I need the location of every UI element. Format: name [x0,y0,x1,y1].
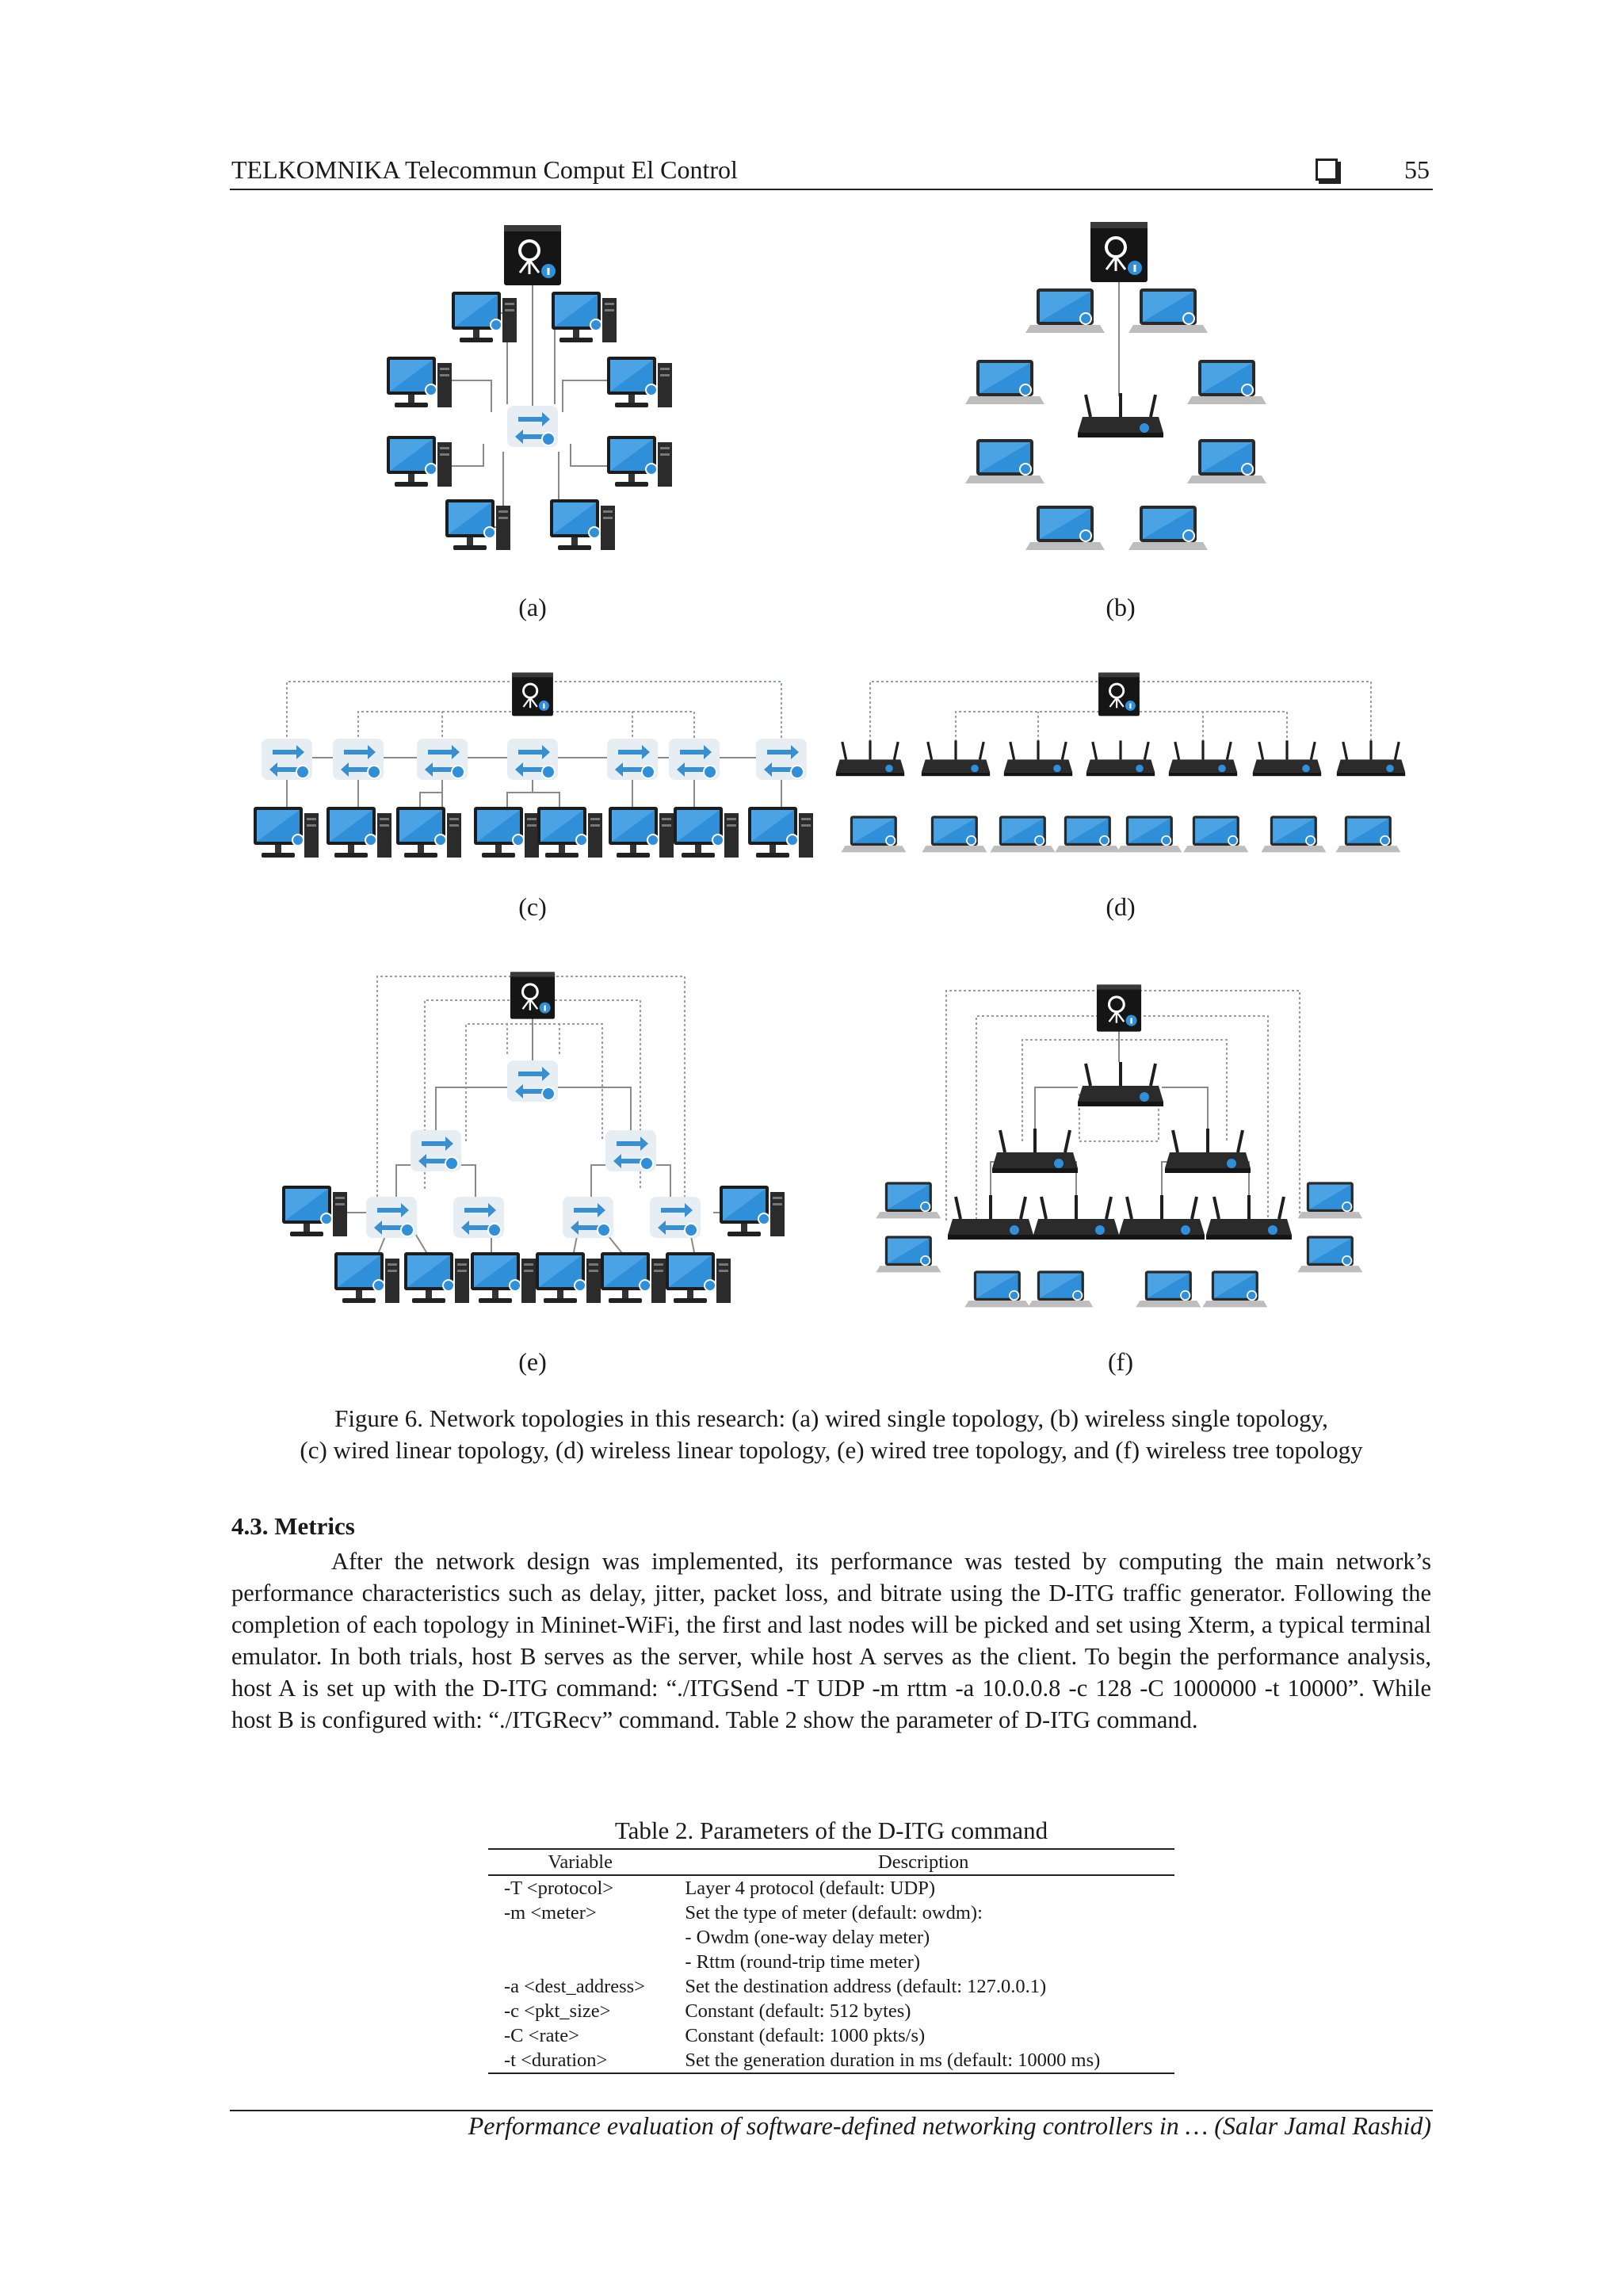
table-row [488,1901,1174,1925]
table-cell [488,1925,672,1950]
table-caption: Table 2. Parameters of the D-ITG command [614,1817,1048,1844]
table-cell: -t <duration> [488,2048,672,2073]
label-d: (d) [1106,892,1136,921]
table-row [488,1974,1174,1999]
page-number: 55 [1404,155,1430,184]
table-cell: -T <protocol> [504,1878,614,1899]
parameters-table [488,1848,1174,2074]
table-cell: -c <pkt_size> [504,2000,611,2022]
topology-f-wireless-tree [876,984,1362,1307]
table-header-variable: Variable [488,1849,672,1875]
running-footer: Performance evaluation of software-defined networking controllers in … (Salar Jamal Rashid) [468,2111,1431,2140]
label-b: (b) [1106,593,1136,621]
table-row [488,2023,1174,2048]
table-header-description: Description [672,1849,1174,1875]
running-header: TELKOMNIKA Telecommun Comput El Control [231,155,738,184]
table-cell: Set the type of meter (default: owdm): [685,1902,983,1924]
table-cell: Set the generation duration in ms (default: 10000 ms) [672,2048,1174,2073]
label-e: (e) [518,1347,547,1376]
table-cell [488,1950,672,1974]
label-a: (a) [518,593,547,621]
label-c: (c) [518,892,547,921]
topology-e-wired-tree [282,972,785,1303]
topology-d-wireless-linear [836,673,1405,853]
table-cell: - Owdm (one-way delay meter) [685,1927,930,1948]
table-cell: Constant (default: 1000 pkts/s) [685,2025,926,2046]
table-row [488,2048,1174,2073]
topology-a-wired-single [387,225,672,550]
table-row [488,1950,1174,1974]
topology-c-wired-linear [254,673,813,858]
section-heading: 4.3. Metrics [231,1512,355,1540]
table-cell: -C <rate> [504,2025,579,2046]
figure-caption-line-1: Figure 6. Network topologies in this research: (a) wired single topology, (b) wireless single topology, [334,1404,1328,1432]
table-cell: Layer 4 protocol (default: UDP) [685,1878,936,1899]
table-cell: -a <dest_address> [504,1976,645,1997]
table-cell: Set the destination address (default: 127.0.0.1) [685,1976,1047,1997]
table-cell: Constant (default: 512 bytes) [685,2000,911,2022]
figure-caption-line-2: (c) wired linear topology, (d) wireless linear topology, (e) wired tree topology, and (f) wireless tree topology [300,1436,1363,1464]
topology-b-wireless-single [965,222,1266,550]
label-f: (f) [1108,1347,1133,1376]
table-row [488,1925,1174,1950]
body-paragraph: After the network design was implemented, its performance was tested by computing the main network’s performance characteristics such as delay, jitter, packet loss, and bitrate using the D-ITG traffic generator. Following the completion of each topology in Mininet-WiFi, the first and last nodes will be picked and set using Xterm, a typical terminal emulator. In both trials, host B serves as the server, while host A serves as the client. To begin the performance analysis, host A is set up with the D-ITG command: “./ITGSend -T UDP -m rttm -a 10.0.0.8 -c 128 -C 1000000 -t 10000”. While host B is configured with: “./ITGRecv” command. Table 2 show the parameter of D-ITG command. [231,1548,1431,1733]
table-row [488,1999,1174,2023]
table-row [488,1875,1174,1901]
table-cell: -m <meter> [504,1902,597,1924]
table-cell: - Rttm (round-trip time meter) [685,1951,920,1973]
